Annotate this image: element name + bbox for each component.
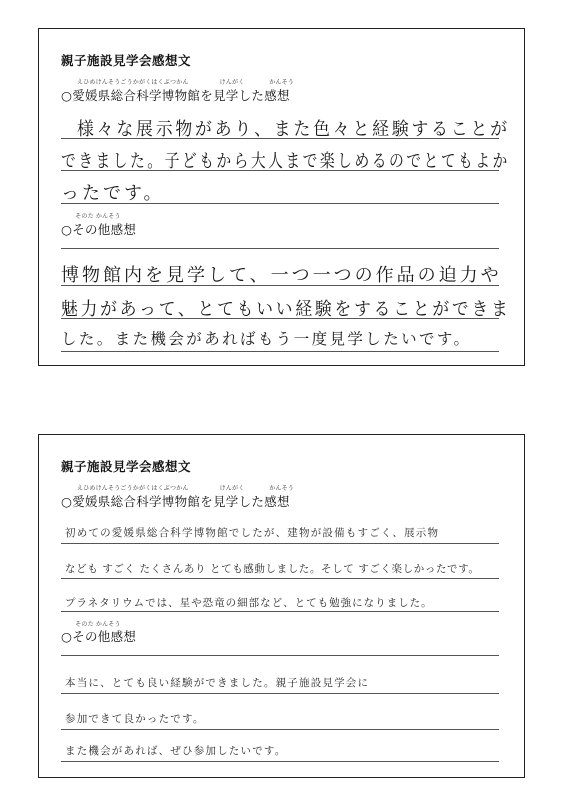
ruled-line xyxy=(61,543,499,544)
ruled-line xyxy=(61,248,499,249)
ruled-line xyxy=(61,655,499,656)
question-2-ruby: そのた かんそう xyxy=(69,213,121,220)
answer-2-line-3: また機会があれば、ぜひ参加したいです。 xyxy=(65,745,287,757)
answer-1-line-1: 初めての愛媛県総合科学博物館でしたが、建物が設備もすごく、展示物 xyxy=(65,527,440,539)
ruled-line xyxy=(61,693,499,694)
card-title: 親子施設見学会感想文 xyxy=(61,53,192,68)
essay-card-2 xyxy=(38,434,525,778)
answer-1-line-2: できました。子どもから大人まで楽しめるのでとてもよか xyxy=(61,151,510,172)
card-title: 親子施設見学会感想文 xyxy=(61,459,192,474)
ruled-line xyxy=(61,729,499,730)
ruled-line xyxy=(61,318,499,319)
question-2-label: ○その他感想 xyxy=(61,629,137,644)
ruled-line xyxy=(61,138,499,139)
question-1-label: ○愛媛県総合科学博物館を見学した感想 xyxy=(61,494,290,509)
question-1-ruby: えひめけんそうごうかがくはくぶつかん けんがく かんそう xyxy=(77,79,295,86)
answer-1-line-3: プラネタリウムでは、星や恐竜の細部など、とても勉強になりました。 xyxy=(65,597,433,609)
ruled-line xyxy=(61,203,499,204)
answer-1-line-2: なども すごく たくさんあり とても感動しました。そして すごく楽しかったです。 xyxy=(65,563,480,575)
ruled-line xyxy=(61,285,499,286)
question-2-label: ○その他感想 xyxy=(61,222,137,237)
answer-1-line-3: ったです。 xyxy=(61,183,165,204)
essay-card-1 xyxy=(38,28,525,366)
answer-2-line-1: 本当に、とても良い経験ができました。親子施設見学会に xyxy=(65,677,370,689)
answer-2-line-2: 参加できて良かったです。 xyxy=(65,713,205,725)
ruled-line xyxy=(61,351,499,352)
question-2-ruby: そのた かんそう xyxy=(69,621,121,628)
answer-2-line-2: 魅力があって、とてもいい経験をすることができま xyxy=(61,299,511,320)
ruled-line xyxy=(61,611,499,612)
question-1-label: ○愛媛県総合科学博物館を見学した感想 xyxy=(61,88,290,103)
ruled-line xyxy=(61,578,499,579)
answer-1-line-1: 様々な展示物があり、また色々と経験することが xyxy=(77,119,510,140)
answer-2-line-1: 博物館内を見学して、一つ一つの作品の迫力や xyxy=(61,265,502,286)
answer-2-line-3: した。また機会があればもう一度見学したいです。 xyxy=(61,330,472,348)
question-1-ruby: えひめけんそうごうかがくはくぶつかん けんがく かんそう xyxy=(77,485,295,492)
ruled-line xyxy=(61,761,499,762)
ruled-line xyxy=(61,170,499,171)
